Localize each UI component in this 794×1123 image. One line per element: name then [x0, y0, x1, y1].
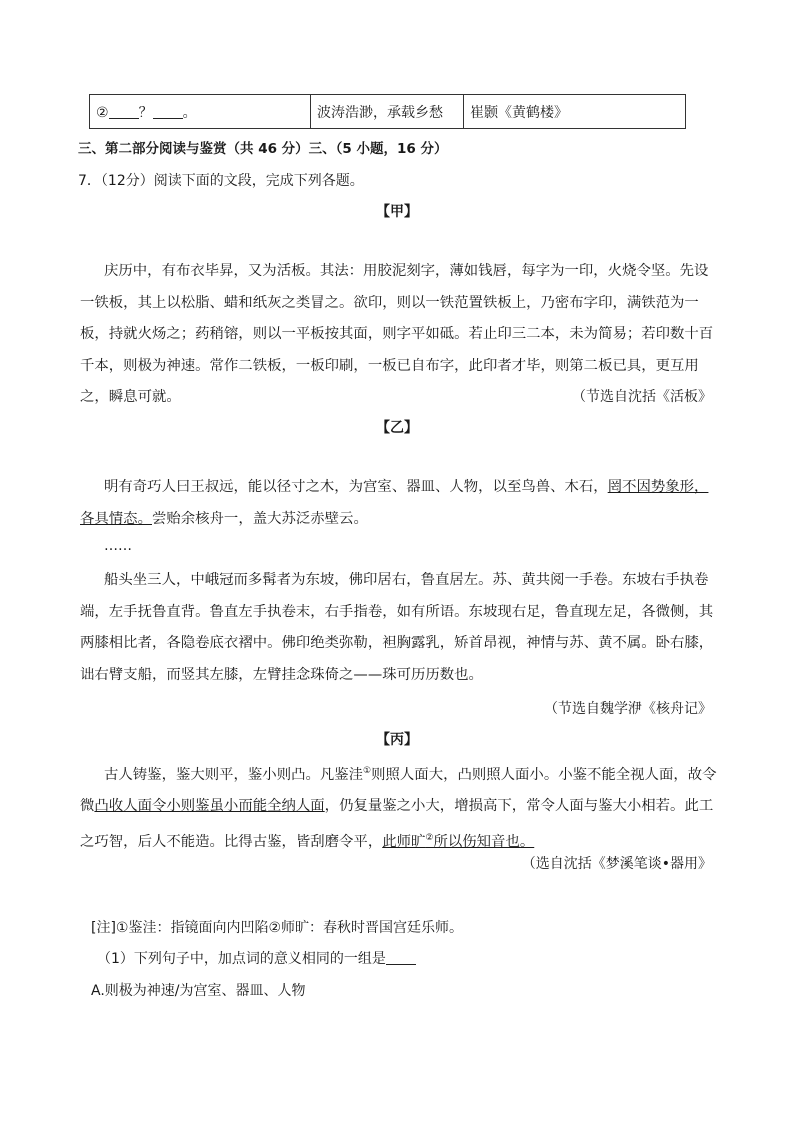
option-a: A.则极为神速/为宫室、器皿、人物 [91, 983, 306, 999]
passage-jia-text: 庆历中，有布衣毕昇，又为活板。其法：用胶泥刻字，薄如钱唇，每字为一印，火烧令坚。先设一铁板，其上以松脂、蜡和纸灰之类冒之。欲印，则以一铁范置铁板上，乃密布字印，满铁范为一板，持就火炀之；药稍镕，则以一平板按其面，则字平如砥。若止印三二本，未为简易；若印数十百千本，则极为神速。常作二铁板，一板印刷，一板已自布字，此印者才毕，则第二板已具，更互用之，瞬息可就。 [80, 263, 714, 405]
passage-yi-para1: 明有奇巧人曰王叔远，能以径寸之木，为宫室、器皿、人物，以至鸟兽、木石，罔不因势象形，各具情态。尝贻余核舟一，盖大苏泛赤壁云。 [80, 479, 709, 527]
ellipsis: …… [104, 538, 132, 554]
circled-number: ② [96, 104, 109, 121]
footnote-mark-1: ① [363, 766, 372, 776]
passage-yi-title: 【乙】 [376, 420, 418, 436]
question-7: 7．（12分）阅读下面的文段，完成下列各题。 [78, 173, 364, 189]
table-cell-poem: 崔颢《黄鹤楼》 [464, 95, 686, 129]
underlined-sentence: 罔不因势象形，各具情态。 [80, 479, 709, 527]
underlined-sentence: 凸收人面令小则鉴虽小而能全纳人面 [94, 798, 325, 815]
passage-yi-source: （节选自魏学洢《核舟记》 [544, 701, 712, 717]
footnote: [注]①鉴洼：指镜面向内凹陷②师旷：春秋时晋国宫廷乐师。 [91, 920, 464, 936]
question-mark: ？ [138, 104, 153, 121]
passage-bing-source: （选自沈括《梦溪笔谈•器用》 [521, 856, 712, 872]
passage-jia-title: 【甲】 [376, 204, 418, 220]
section-header: 三、第二部分阅读与鉴赏（共 46 分）三、（5 小题，16 分） [78, 141, 448, 157]
table-cell-theme: 波涛浩渺，承载乡愁 [311, 95, 464, 129]
answer-blank[interactable] [109, 104, 139, 119]
table-row [90, 95, 686, 129]
passage-bing-title: 【丙】 [376, 732, 418, 748]
footnote-mark-2: ② [425, 832, 434, 843]
underlined-sentence: 此师旷②所以伤知音也。 [382, 832, 535, 850]
passage-bing-text: 古人铸鉴，鉴大则平，鉴小则凸。凡鉴洼①则照人面大，凸则照人面小。小鉴不能全视人面，故令微凸收人面令小则鉴虽小而能全纳人面，仍复量鉴之小大，增损高下，常令人面与鉴大小相若。此工之巧智，后人不能造。比得古鉴，皆刮磨令平，此师旷②所以伤知音也。 [80, 766, 717, 850]
answer-blank[interactable] [153, 104, 183, 119]
period: 。 [182, 104, 197, 121]
answer-table [89, 94, 686, 129]
passage-yi-para2: 船头坐三人，中峨冠而多髯者为东坡，佛印居右，鲁直居左。苏、黄共阅一手卷。东坡右手执卷端，左手抚鲁直背。鲁直左手执卷末，右手指卷，如有所语。东坡现右足，鲁直现左足，各微侧，其两膝相比者，各隐卷底衣褶中。佛印绝类弥勒，袒胸露乳，矫首昂视，神情与苏、黄不属。卧右膝，诎右臂支船，而竖其左膝，左臂挂念珠倚之——珠可历历数也。 [80, 572, 714, 683]
passage-jia-source: （节选自沈括《活板》 [572, 389, 712, 405]
table-cell-blank [90, 95, 311, 129]
answer-blank[interactable] [386, 950, 416, 965]
sub-question-1: （1）下列句子中，加点词的意义相同的一组是 [97, 948, 416, 968]
